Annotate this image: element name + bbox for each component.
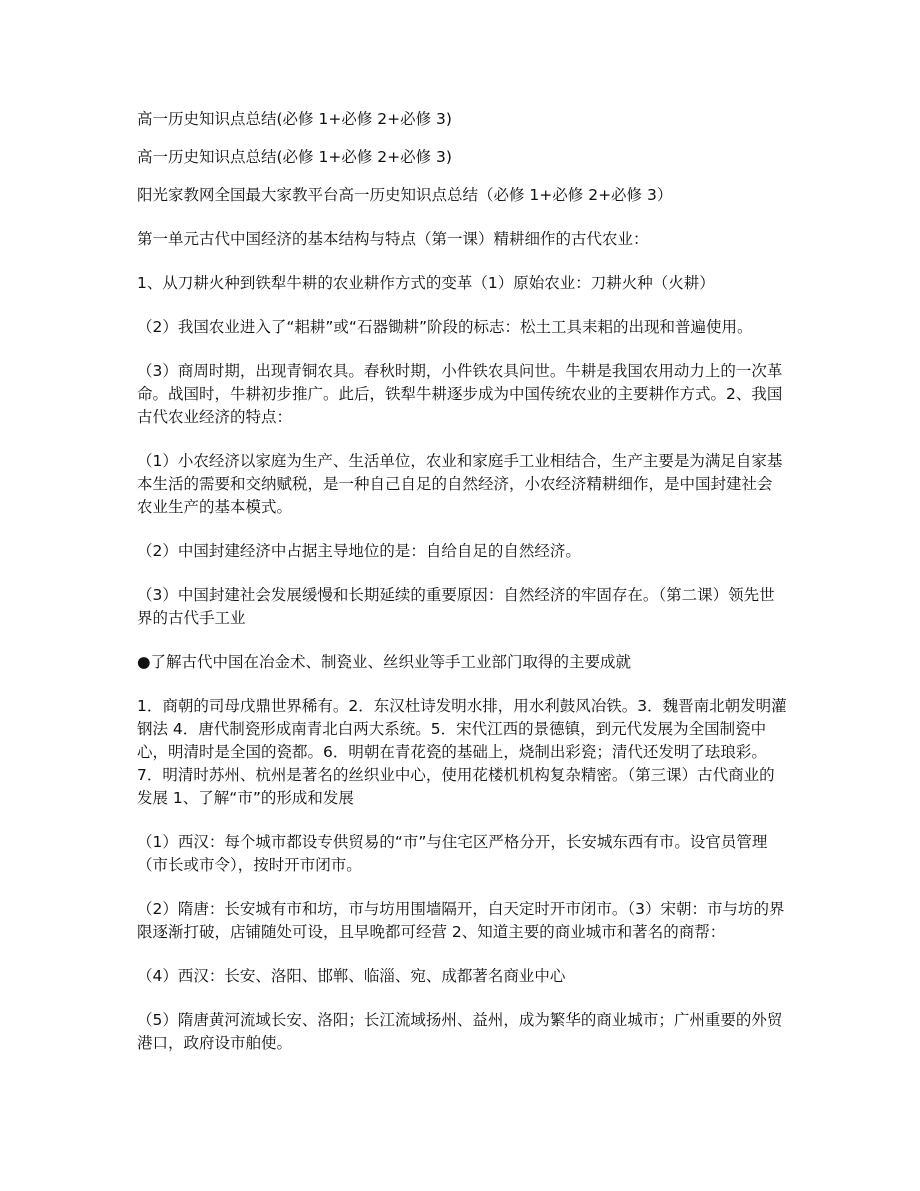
unit-heading: 第一单元古代中国经济的基本结构与特点（第一课）精耕细作的古代农业： xyxy=(137,230,649,248)
paragraph: （2）我国农业进入了“耜耕”或“石器锄耕”阶段的标志：松土工具耒耜的出现和普遍使用。 xyxy=(137,318,753,336)
paragraph: （1）西汉：每个城市都设专供贸易的“市”与住宅区严格分开，长安城东西有市。设官员管理（市长或市令），按时开市闭市。 xyxy=(137,833,768,874)
paragraph: （3）中国封建社会发展缓慢和长期延续的重要原因：自然经济的牢固存在。（第二课）领先世界的古代手工业 xyxy=(137,586,775,627)
paragraph: （5）隋唐黄河流域长安、洛阳；长江流域扬州、益州，成为繁华的商业城市；广州重要的外贸港口，政府设市舶使。 xyxy=(137,1011,783,1052)
document-body xyxy=(137,108,787,1076)
paragraph: （4）西汉：长安、洛阳、邯郸、临淄、宛、成都著名商业中心 xyxy=(137,967,566,985)
source-line: 阳光家教网全国最大家教平台高一历史知识点总结（必修 1+必修 2+必修 3） xyxy=(137,186,673,204)
paragraph: （2）隋唐：长安城有市和坊，市与坊用围墙隔开，白天定时开市闭市。（3）宋朝：市与坊的界限逐渐打破，店铺随处可设，且早晚都可经营 2、知道主要的商业城市和著名的商帮： xyxy=(137,900,785,941)
document-title: 高一历史知识点总结(必修 1+必修 2+必修 3) xyxy=(137,110,452,128)
paragraph: （1）小农经济以家庭为生产、生活单位，农业和家庭手工业相结合，生产主要是为满足自家基本生活的需要和交纳赋税，是一种自己自足的自然经济，小农经济精耕细作，是中国封建社会农业生产的基本模式。 xyxy=(137,452,783,516)
paragraph: （2）中国封建经济中占据主导地位的是：自给自足的自然经济。 xyxy=(137,542,581,560)
paragraph: 1．商朝的司母戊鼎世界稀有。2．东汉杜诗发明水排，用水利鼓风冶铁。3．魏晋南北朝发明灌钢法 4．唐代制瓷形成南青北白两大系统。5．宋代江西的景德镇，到元代发展为全国制瓷中心，明清时是全国的瓷都。6．明朝在青花瓷的基础上，烧制出彩瓷；清代还发明了珐琅彩。7．明清时苏州、杭州是著名的丝织业中心，使用花楼机机构复杂精密。（第三课）古代商业的发展 1、了解“市”的形成和发展 xyxy=(137,697,787,807)
bullet-paragraph: ●了解古代中国在冶金术、制瓷业、丝织业等手工业部门取得的主要成就 xyxy=(137,653,632,671)
paragraph: 1、从刀耕火种到铁犁牛耕的农业耕作方式的变革（1）原始农业：刀耕火种（火耕） xyxy=(137,274,715,292)
paragraph: （3）商周时期，出现青铜农具。春秋时期，小件铁农具问世。牛耕是我国农用动力上的一次革命。战国时，牛耕初步推广。此后，铁犁牛耕逐步成为中国传统农业的主要耕作方式。2、我国古代农业经济的特点： xyxy=(137,362,783,426)
document-subtitle: 高一历史知识点总结(必修 1+必修 2+必修 3) xyxy=(137,148,452,166)
